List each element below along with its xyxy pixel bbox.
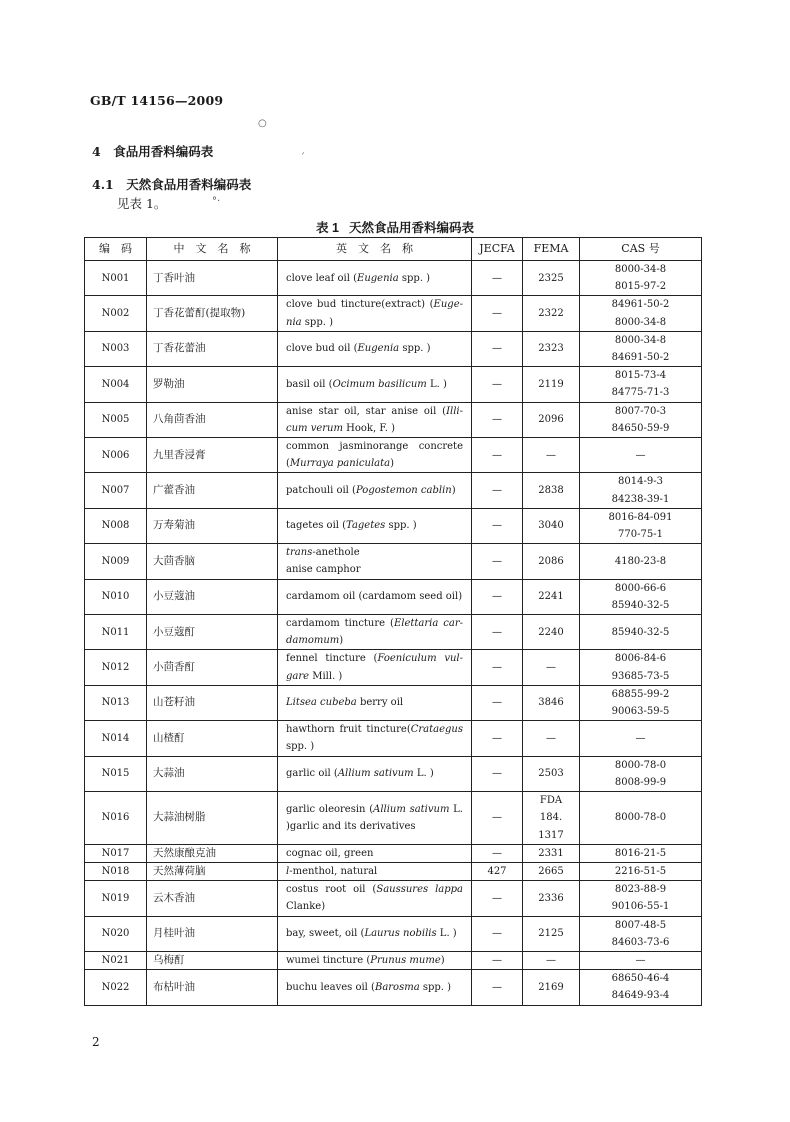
- fema-value: FDA: [539, 795, 563, 807]
- english-name-part: anise star oil, star anise oil (: [286, 405, 447, 417]
- english-name-part: garlic oil (: [286, 768, 338, 780]
- english-name-part: spp. ): [399, 343, 431, 355]
- table-row: [85, 615, 702, 650]
- cas-number: 84691-50-2: [611, 352, 670, 364]
- cas-number: 8016-21-5: [614, 847, 667, 859]
- cell-jecfa: —: [472, 331, 523, 366]
- cas-number: 84650-59-9: [611, 422, 670, 434]
- page-number: 2: [92, 1035, 100, 1049]
- english-name-italic-part: trans-: [286, 547, 316, 559]
- cell-fema: [523, 615, 580, 650]
- table-row: [85, 296, 702, 331]
- see-table-note: 见表 1。: [117, 196, 167, 211]
- cell-code: N008: [85, 508, 147, 543]
- english-name-italic-part: Allium sativum: [337, 768, 414, 780]
- cell-jecfa: —: [472, 881, 523, 916]
- english-name-part: bay, sweet, oil (: [286, 928, 365, 940]
- english-name-part: garlic oleoresin (: [286, 803, 374, 815]
- english-name-part: L. ): [436, 928, 457, 940]
- english-name-part: L. )garlic and its derivatives: [286, 803, 463, 832]
- cell-chinese-name: 天然康酿克油: [147, 844, 278, 862]
- cell-code: N009: [85, 544, 147, 579]
- english-name-italic-part: Eugenia: [357, 343, 400, 355]
- english-name-part: L. ): [426, 378, 447, 390]
- cell-cas: [580, 473, 702, 508]
- cell-english-name: [278, 916, 472, 951]
- fema-value: 2665: [538, 865, 564, 877]
- cas-number: 8015-97-2: [614, 281, 667, 293]
- cell-chinese-name: 乌梅酊: [147, 951, 278, 969]
- cas-number: 8007-48-5: [614, 919, 667, 931]
- english-name-italic-part: Laurus nobilis: [364, 928, 437, 940]
- cell-jecfa: —: [472, 844, 523, 862]
- fema-value: 2125: [538, 928, 564, 940]
- cell-fema: [523, 685, 580, 720]
- english-name-part: basil oil (: [286, 378, 333, 390]
- cell-fema: [523, 438, 580, 473]
- english-name-italic-part: Allium sativum: [373, 803, 450, 815]
- fema-value: —: [546, 449, 556, 461]
- table-row: [85, 862, 702, 880]
- fema-value: 2503: [538, 768, 564, 780]
- cell-chinese-name: 丁香叶油: [147, 261, 278, 296]
- cell-english-name: [278, 881, 472, 916]
- cell-fema: [523, 951, 580, 969]
- english-name-part: berry oil: [356, 697, 404, 709]
- cell-english-name: [278, 685, 472, 720]
- cell-cas: [580, 970, 702, 1005]
- english-name-italic-part: Saussures lappa: [376, 884, 463, 896]
- cell-english-name: [278, 438, 472, 473]
- english-name-part: ): [339, 635, 344, 647]
- cell-chinese-name: 月桂叶油: [147, 916, 278, 951]
- cell-fema: [523, 508, 580, 543]
- cell-code: N007: [85, 473, 147, 508]
- scan-speck: ○: [258, 118, 267, 129]
- cell-jecfa: —: [472, 756, 523, 791]
- cell-fema: [523, 862, 580, 880]
- cell-english-name: [278, 844, 472, 862]
- cell-chinese-name: 天然薄荷脑: [147, 862, 278, 880]
- english-name-italic-part: Crataegus: [410, 724, 463, 736]
- cell-code: N018: [85, 862, 147, 880]
- cell-code: N006: [85, 438, 147, 473]
- cell-fema: [523, 756, 580, 791]
- table-row: [85, 951, 702, 969]
- english-name-italic-part: Eugenia: [357, 272, 399, 284]
- english-name-italic-part: Murraya paniculata: [289, 458, 391, 470]
- cell-fema: [523, 970, 580, 1005]
- cell-fema: [523, 579, 580, 614]
- cas-number: —: [635, 954, 646, 966]
- cell-code: N003: [85, 331, 147, 366]
- cell-code: N012: [85, 650, 147, 685]
- cell-jecfa: —: [472, 296, 523, 331]
- header-fema: FEMA: [523, 238, 580, 261]
- cell-english-name: [278, 402, 472, 437]
- fema-value: 2322: [538, 308, 564, 319]
- english-name-part: costus root oil (: [286, 884, 377, 896]
- fema-value: 3040: [538, 520, 564, 532]
- cell-cas: [580, 792, 702, 845]
- cell-jecfa: —: [472, 650, 523, 685]
- cas-number: 8008-99-9: [614, 776, 667, 788]
- cell-fema: [523, 844, 580, 862]
- cell-jecfa: —: [472, 508, 523, 543]
- fema-value: 2331: [538, 847, 564, 859]
- cell-jecfa: —: [472, 615, 523, 650]
- cell-cas: [580, 862, 702, 880]
- english-name-italic-part: l: [286, 865, 290, 877]
- english-name-part: common jasminorange concrete (: [286, 441, 463, 470]
- table-row: [85, 721, 702, 756]
- english-name-part: fennel tincture (: [286, 653, 378, 665]
- cell-fema: [523, 721, 580, 756]
- english-name-part: ): [390, 458, 394, 470]
- cell-chinese-name: 山苍籽油: [147, 685, 278, 720]
- cell-fema: [523, 544, 580, 579]
- cell-cas: [580, 844, 702, 862]
- english-name-italic-part: Barosma: [374, 981, 420, 993]
- cell-chinese-name: 小豆蔻油: [147, 579, 278, 614]
- cell-chinese-name: 布枯叶油: [147, 970, 278, 1005]
- table-header-row: [85, 238, 702, 261]
- scan-speck: °·: [212, 196, 221, 207]
- header-jecfa: JECFA: [472, 238, 523, 261]
- cas-number: 8000-78-0: [614, 759, 667, 771]
- table-row: [85, 402, 702, 437]
- cas-number: 68855-99-2: [611, 688, 670, 700]
- cell-fema: [523, 331, 580, 366]
- cell-english-name: [278, 951, 472, 969]
- table-row: [85, 844, 702, 862]
- cell-chinese-name: 九里香浸膏: [147, 438, 278, 473]
- cell-jecfa: —: [472, 261, 523, 296]
- cell-cas: [580, 261, 702, 296]
- cell-english-name: [278, 721, 472, 756]
- cell-code: N019: [85, 881, 147, 916]
- cell-cas: [580, 916, 702, 951]
- cas-number: 8000-78-0: [614, 812, 667, 824]
- cell-jecfa: —: [472, 721, 523, 756]
- table-row: [85, 544, 702, 579]
- cell-code: N011: [85, 615, 147, 650]
- english-name-part: ): [440, 954, 445, 966]
- cell-fema: [523, 402, 580, 437]
- cell-jecfa: —: [472, 473, 523, 508]
- cell-jecfa: —: [472, 951, 523, 969]
- english-name-part: clove bud oil (: [286, 343, 358, 355]
- english-name-part: clove bud tincture(extract) (: [286, 299, 434, 311]
- cell-jecfa: —: [472, 916, 523, 951]
- cas-number: 8007-70-3: [614, 405, 667, 417]
- cas-number: 93685-73-5: [611, 670, 670, 682]
- cas-number: 84775-71-3: [611, 387, 670, 399]
- english-name-part: spp. ): [385, 520, 417, 532]
- cell-chinese-name: 云木香油: [147, 881, 278, 916]
- cell-jecfa: —: [472, 792, 523, 845]
- cell-jecfa: —: [472, 685, 523, 720]
- cell-cas: [580, 508, 702, 543]
- cell-english-name: [278, 615, 472, 650]
- cell-code: N016: [85, 792, 147, 845]
- english-name-italic-part: Litsea cubeba: [286, 697, 357, 709]
- scan-speck: ˊ: [300, 153, 305, 164]
- english-name-part: wumei tincture (: [286, 954, 371, 966]
- cell-chinese-name: 丁香花蕾油: [147, 331, 278, 366]
- english-name-part: Mill. ): [309, 670, 343, 682]
- cell-cas: [580, 881, 702, 916]
- fema-value: —: [546, 954, 556, 966]
- cell-fema: [523, 473, 580, 508]
- english-name-part: clove leaf oil (: [286, 272, 358, 284]
- cell-cas: [580, 296, 702, 331]
- cell-jecfa: —: [472, 438, 523, 473]
- cas-number: 8000-34-8: [614, 334, 667, 346]
- english-name-part: patchouli oil (: [286, 485, 356, 497]
- cell-english-name: [278, 261, 472, 296]
- cell-cas: [580, 951, 702, 969]
- table-caption-number: 表 1: [316, 221, 339, 235]
- table-caption-title: 天然食品用香料编码表: [348, 220, 474, 235]
- cell-cas: [580, 650, 702, 685]
- table-row: [85, 881, 702, 916]
- cell-jecfa: 427: [472, 862, 523, 880]
- table-row: [85, 685, 702, 720]
- english-name-italic-part: Tagetes: [346, 520, 386, 532]
- cell-fema: [523, 792, 580, 845]
- english-name-part: ): [451, 485, 456, 497]
- table-row: [85, 331, 702, 366]
- english-name-part: tagetes oil (: [286, 520, 347, 532]
- fema-value: 2323: [538, 343, 564, 355]
- english-name-italic-part: Prunus mume: [370, 954, 441, 966]
- cas-number: —: [635, 449, 646, 461]
- fema-value: 2325: [538, 272, 564, 284]
- cell-jecfa: —: [472, 367, 523, 402]
- cell-code: N005: [85, 402, 147, 437]
- cell-cas: [580, 367, 702, 402]
- english-name-part: L. ): [413, 768, 434, 780]
- cell-cas: [580, 331, 702, 366]
- fema-value: 2096: [538, 414, 564, 426]
- cas-number: 90106-55-1: [611, 901, 670, 913]
- cell-english-name: [278, 579, 472, 614]
- cell-code: N022: [85, 970, 147, 1005]
- english-name-part: anise camphor: [286, 564, 361, 576]
- english-name-part: Hook, F. ): [342, 422, 395, 434]
- english-name-part: buchu leaves oil (: [286, 981, 375, 993]
- cell-english-name: [278, 970, 472, 1005]
- english-name-part: cardamom oil (cardamom seed oil): [286, 591, 463, 603]
- cell-cas: [580, 438, 702, 473]
- table-row: [85, 650, 702, 685]
- section-4-1-heading: 4.1 天然食品用香料编码表: [92, 177, 252, 192]
- cell-chinese-name: 万寿菊油: [147, 508, 278, 543]
- english-name-part: -menthol, natural: [289, 865, 378, 877]
- fema-value: 2240: [538, 626, 564, 638]
- cell-chinese-name: 丁香花蕾酊(提取物): [147, 296, 278, 331]
- cas-number: 8000-66-6: [614, 582, 667, 594]
- english-name-part: cardamom tincture (: [286, 618, 394, 630]
- cell-cas: [580, 615, 702, 650]
- table-row: [85, 367, 702, 402]
- cell-english-name: [278, 792, 472, 845]
- fema-value: 2336: [538, 892, 564, 904]
- cell-english-name: [278, 331, 472, 366]
- cell-fema: [523, 296, 580, 331]
- english-name-italic-part: Illi- cum verum: [286, 405, 463, 434]
- cell-cas: [580, 756, 702, 791]
- cell-english-name: [278, 367, 472, 402]
- fema-value: —: [546, 732, 556, 744]
- english-name-part: hawthorn fruit tincture(: [286, 724, 411, 736]
- cas-number: 8000-34-8: [614, 264, 667, 275]
- section-4-heading: 4 食品用香料编码表: [92, 144, 214, 159]
- cas-number: 2216-51-5: [614, 865, 667, 877]
- cas-number: 84603-73-6: [611, 936, 670, 948]
- cas-number: 8016-84-091: [608, 511, 673, 523]
- cell-cas: [580, 579, 702, 614]
- english-name-italic-part: Elettaria car- damomum: [286, 618, 463, 647]
- cas-number: 8000-34-8: [614, 316, 667, 328]
- cell-jecfa: —: [472, 579, 523, 614]
- cell-code: N014: [85, 721, 147, 756]
- fema-value: 2169: [538, 981, 564, 993]
- header-chinese-name: 中 文 名 称: [147, 238, 278, 261]
- cell-english-name: [278, 756, 472, 791]
- cell-fema: [523, 261, 580, 296]
- table-row: [85, 579, 702, 614]
- fema-value: —: [546, 662, 556, 674]
- cell-fema: [523, 916, 580, 951]
- cell-cas: [580, 721, 702, 756]
- header-code: 编 码: [85, 238, 147, 261]
- cas-number: 84649-93-4: [611, 990, 670, 1002]
- table-row: [85, 792, 702, 845]
- cell-fema: [523, 367, 580, 402]
- cell-chinese-name: 小茴香酊: [147, 650, 278, 685]
- cell-english-name: [278, 862, 472, 880]
- table-body: [85, 261, 702, 1006]
- english-name-italic-part: Euge- nia: [286, 299, 463, 328]
- cell-code: N001: [85, 261, 147, 296]
- table-row: [85, 438, 702, 473]
- cas-number: 4180-23-8: [614, 555, 667, 567]
- flavoring-code-table: [84, 237, 702, 1006]
- table-row: [85, 473, 702, 508]
- cas-number: 8014-9-3: [618, 476, 663, 488]
- cell-fema: [523, 881, 580, 916]
- cell-cas: [580, 544, 702, 579]
- table-row: [85, 916, 702, 951]
- cell-english-name: [278, 473, 472, 508]
- cell-code: N020: [85, 916, 147, 951]
- english-name-part: spp. ): [398, 272, 431, 284]
- cell-code: N013: [85, 685, 147, 720]
- header-english-name: 英 文 名 称: [278, 238, 472, 261]
- cell-cas: [580, 402, 702, 437]
- english-name-italic-part: Pogostemon cablin: [355, 485, 452, 497]
- cell-english-name: [278, 544, 472, 579]
- fema-value: 2838: [538, 485, 564, 497]
- cas-number: 770-75-1: [618, 529, 663, 541]
- cell-chinese-name: 山楂酊: [147, 721, 278, 756]
- fema-value: 2241: [538, 591, 564, 603]
- cas-number: 8015-73-4: [614, 370, 667, 382]
- cell-code: N017: [85, 844, 147, 862]
- fema-value: 2119: [538, 378, 564, 390]
- cas-number: 68650-46-4: [611, 973, 670, 985]
- cell-chinese-name: 大蒜油: [147, 756, 278, 791]
- cell-jecfa: —: [472, 402, 523, 437]
- cell-code: N010: [85, 579, 147, 614]
- english-name-part: spp. ): [419, 981, 452, 993]
- cell-chinese-name: 小豆蔻酊: [147, 615, 278, 650]
- english-name-part: Clanke): [286, 901, 326, 913]
- cas-number: 90063-59-5: [611, 706, 670, 718]
- fema-value: 2086: [538, 555, 564, 567]
- english-name-part: spp. ): [301, 316, 333, 328]
- cell-fema: [523, 650, 580, 685]
- cell-english-name: [278, 650, 472, 685]
- cell-chinese-name: 八角茴香油: [147, 402, 278, 437]
- cas-number: 8023-88-9: [614, 884, 667, 896]
- cell-jecfa: —: [472, 970, 523, 1005]
- english-name-part: cognac oil, green: [286, 847, 374, 859]
- cell-cas: [580, 685, 702, 720]
- english-name-part: anethole: [315, 547, 360, 559]
- table-row: [85, 970, 702, 1005]
- cell-code: N002: [85, 296, 147, 331]
- cas-number: —: [635, 732, 646, 744]
- cas-number: 8006-84-6: [614, 653, 667, 665]
- cell-chinese-name: 大蒜油树脂: [147, 792, 278, 845]
- table-row: [85, 261, 702, 296]
- table-caption: [0, 218, 790, 236]
- cell-chinese-name: 广藿香油: [147, 473, 278, 508]
- cas-number: 85940-32-5: [611, 599, 670, 611]
- fema-value: 3846: [538, 697, 564, 709]
- cas-number: 84961-50-2: [611, 299, 670, 311]
- fema-value: 184. 1317: [538, 812, 564, 841]
- english-name-italic-part: Ocimum basilicum: [332, 378, 427, 390]
- cell-english-name: [278, 508, 472, 543]
- cell-code: N004: [85, 367, 147, 402]
- cas-number: 85940-32-5: [611, 626, 670, 638]
- table-row: [85, 508, 702, 543]
- cell-english-name: [278, 296, 472, 331]
- cell-code: N021: [85, 951, 147, 969]
- table-row: [85, 756, 702, 791]
- cell-chinese-name: 大茴香脑: [147, 544, 278, 579]
- cell-code: N015: [85, 756, 147, 791]
- cas-number: 84238-39-1: [611, 493, 670, 505]
- header-cas: CAS 号: [580, 238, 702, 261]
- english-name-part: spp. ): [286, 741, 315, 753]
- standard-code: GB/T 14156—2009: [90, 93, 224, 108]
- cell-chinese-name: 罗勒油: [147, 367, 278, 402]
- cell-jecfa: —: [472, 544, 523, 579]
- english-name-italic-part: Foeniculum vul- gare: [286, 653, 463, 682]
